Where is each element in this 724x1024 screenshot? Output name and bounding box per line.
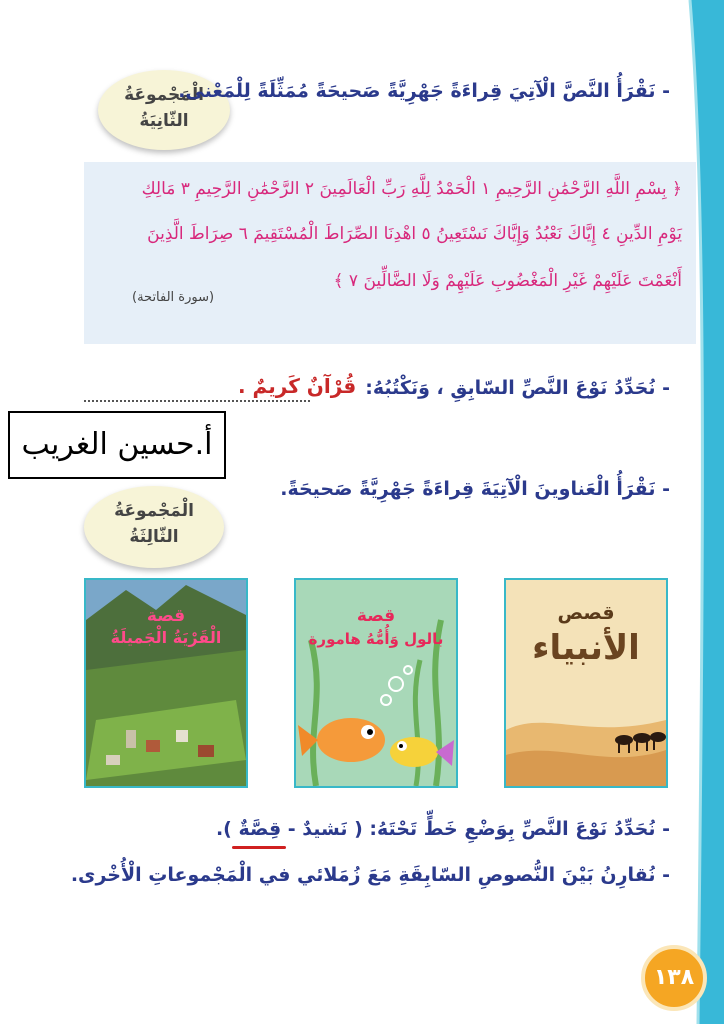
written-answer: قُرْآنٌ كَريمٌ . (238, 374, 357, 398)
group-label: الْمَجْموعَةُ (124, 85, 204, 105)
group-label: الْمَجْموعَةُ (114, 501, 194, 521)
card-title-line2: بالول وَأُمُّهُ هامورة (308, 630, 444, 648)
group-ordinal: الثّانِيَةُ (139, 111, 189, 131)
quran-line-3: أَنْعَمْتَ عَلَيْهِمْ غَيْرِ الْمَغْضُوبِ عَلَيْهِمْ وَلَا الضَّالِّينَ ٧ ﴾ (333, 271, 682, 291)
card-title-line2: الْقَرْيَةُ الْجَميلَةُ (110, 628, 222, 647)
instruction-underline-type: - نُحَدِّدُ نَوْعَ النَّصِّ بِوَضْعِ خَطٍّ تَحْتَهُ: ( نَشيدٌ - قِصَّةٌ ). (215, 818, 670, 840)
card-title-line1: قصص (557, 602, 615, 624)
quran-line-2: يَوْمِ الدِّينِ ٤ إِيَّاكَ نَعْبُدُ وَإِيَّاكَ نَسْتَعِينُ ٥ اهْدِنَا الصِّرَاطَ الْمُسْتَقِيمَ ٦ صِرَاطَ الَّذِينَ (147, 224, 682, 244)
instruction-read-titles: - نَقْرَأُ الْعَناوينَ الْآتِيَةَ قِراءَةً جَهْرِيَّةً صَحيحَةً. (280, 478, 670, 500)
card-title-line2: الأنبياء (532, 628, 640, 668)
surah-name: (سورة الفاتحة) (132, 290, 215, 305)
quran-passage-panel (84, 162, 696, 344)
quran-line-1: ﴿ بِسْمِ اللَّهِ الرَّحْمَٰنِ الرَّحِيمِ ١ الْحَمْدُ لِلَّهِ رَبِّ الْعَالَمِينَ ٢ الرَّحْمَٰنِ الرَّحِيمِ ٣ مَالِكِ (141, 179, 682, 199)
story-card-prophets (504, 578, 668, 788)
card-title-line1: قصة (356, 606, 396, 626)
story-answer-underline (232, 846, 286, 849)
instruction-identify-type: - نُحَدِّدُ نَوْعَ النَّصِّ السّابِقِ ، وَنَكْتُبُهُ: (365, 377, 670, 399)
group-third-bubble (84, 486, 224, 568)
author-label-box: أ.حسين الغريب (8, 411, 226, 479)
story-card-village (84, 578, 248, 788)
page-number-badge: ١٣٨ (641, 945, 707, 1011)
page-edge-band (676, 0, 724, 1024)
story-card-fish (294, 578, 458, 788)
card-title-line1: قصة (146, 606, 186, 626)
group-ordinal: الثّالِثَةُ (129, 527, 179, 547)
answer-dotted-line (84, 400, 310, 402)
instruction-compare: - نُقارِنُ بَيْنَ النُّصوصِ السّابِقَةِ مَعَ زُمَلائي في الْمَجْموعاتِ الْأُخْرى. (70, 864, 670, 886)
instruction-read-text: - نَقْرَأُ النَّصَّ الْآتِيَ قِراءَةً جَهْرِيَّةً صَحيحَةً مُمَثِّلَةً لِلْمَعْنى. (178, 80, 670, 102)
